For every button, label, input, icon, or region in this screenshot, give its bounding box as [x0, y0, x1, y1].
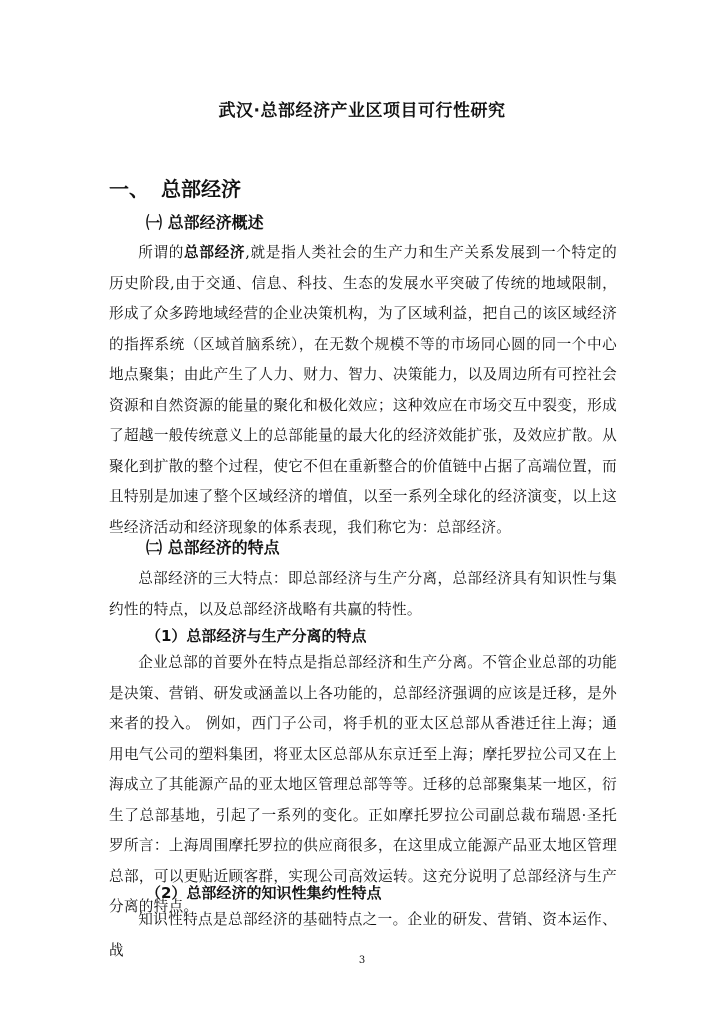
features-paragraph: 总部经济的三大特点：即总部经济与生产分离，总部经济具有知识性与集约性的特点，以及总部经济战略有共赢的特性。: [109, 570, 617, 618]
section-heading: [109, 173, 241, 202]
document-title: 武汉·总部经济产业区项目可行性研究: [218, 101, 506, 121]
overview-text: ,就是指人类社会的生产力和生产关系发展到一个特定的历史阶段,由于交通、信息、科技、生态的发展水平突破了传统的地域限制，形成了众多跨地域经营的企业决策机构，为了区域利益，把自己的该区域经济的指挥系统（区域首脑系统），在无数个规模不等的市场同心圆的同一个中心地点聚集；由此产生了人力、财力、智力、决策能力，以及周边所有可控社会资源和自然资源的能量的聚化和极化效应；这种效应在市场交互中裂变，形成了超越一般传统意义上的总部能量的最大化的经济效能扩张，及效应扩散。从聚化到扩散的整个过程，使它不但在重新整合的价值链中占据了高端位置，而且特别是加速了整个区域经济的增值，以至一系列全球化的经济演变，以上这些经济活动和经济现象的体系表现，我们称它为：总部经济。: [109, 244, 617, 536]
point-heading-separation: （1）总部经济与生产分离的特点: [146, 627, 367, 645]
point-heading-knowledge: （2）总部经济的知识性集约性特点: [146, 884, 382, 902]
separation-paragraph: 企业总部的首要外在特点是指总部经济和生产分离。不管企业总部的功能是决策、营销、研发或涵盖以上各功能的，总部经济强调的应该是迁移，是外来者的投入。 例如，西门子公司，将手机的亚太区总部从香港迁往上海；通用电气公司的塑料集团，将亚太区总部从东京迁至上海；摩托罗拉公司又在上海成立了其能源产品的亚太地区管理总部等等。迁移的总部聚集某一地区，衍生了总部基地，引起了一系列的变化。正如摩托罗拉公司副总裁布瑞恩·圣托罗所言：上海周围摩托罗拉的供应商很多，在这里成立能源产品亚太地区管理总部，可以更贴近顾客群，实现公司高效运转。这充分说明了总部经济与生产分离的特点。: [109, 654, 617, 915]
section-number: 一、: [109, 177, 149, 201]
overview-prefix: 所谓的: [138, 244, 185, 261]
overview-bold-term: 总部经济: [184, 244, 246, 261]
page-number: 3: [358, 955, 366, 966]
knowledge-paragraph: 知识性特点是总部经济的基础特点之一。企业的研发、营销、资本运作、战: [109, 911, 617, 959]
overview-paragraph: [109, 238, 617, 543]
subsection-heading-overview: ㈠ 总部经济概述: [146, 213, 264, 232]
section-title: 总部经济: [161, 177, 241, 201]
subsection-heading-features: ㈡ 总部经济的特点: [146, 538, 280, 557]
